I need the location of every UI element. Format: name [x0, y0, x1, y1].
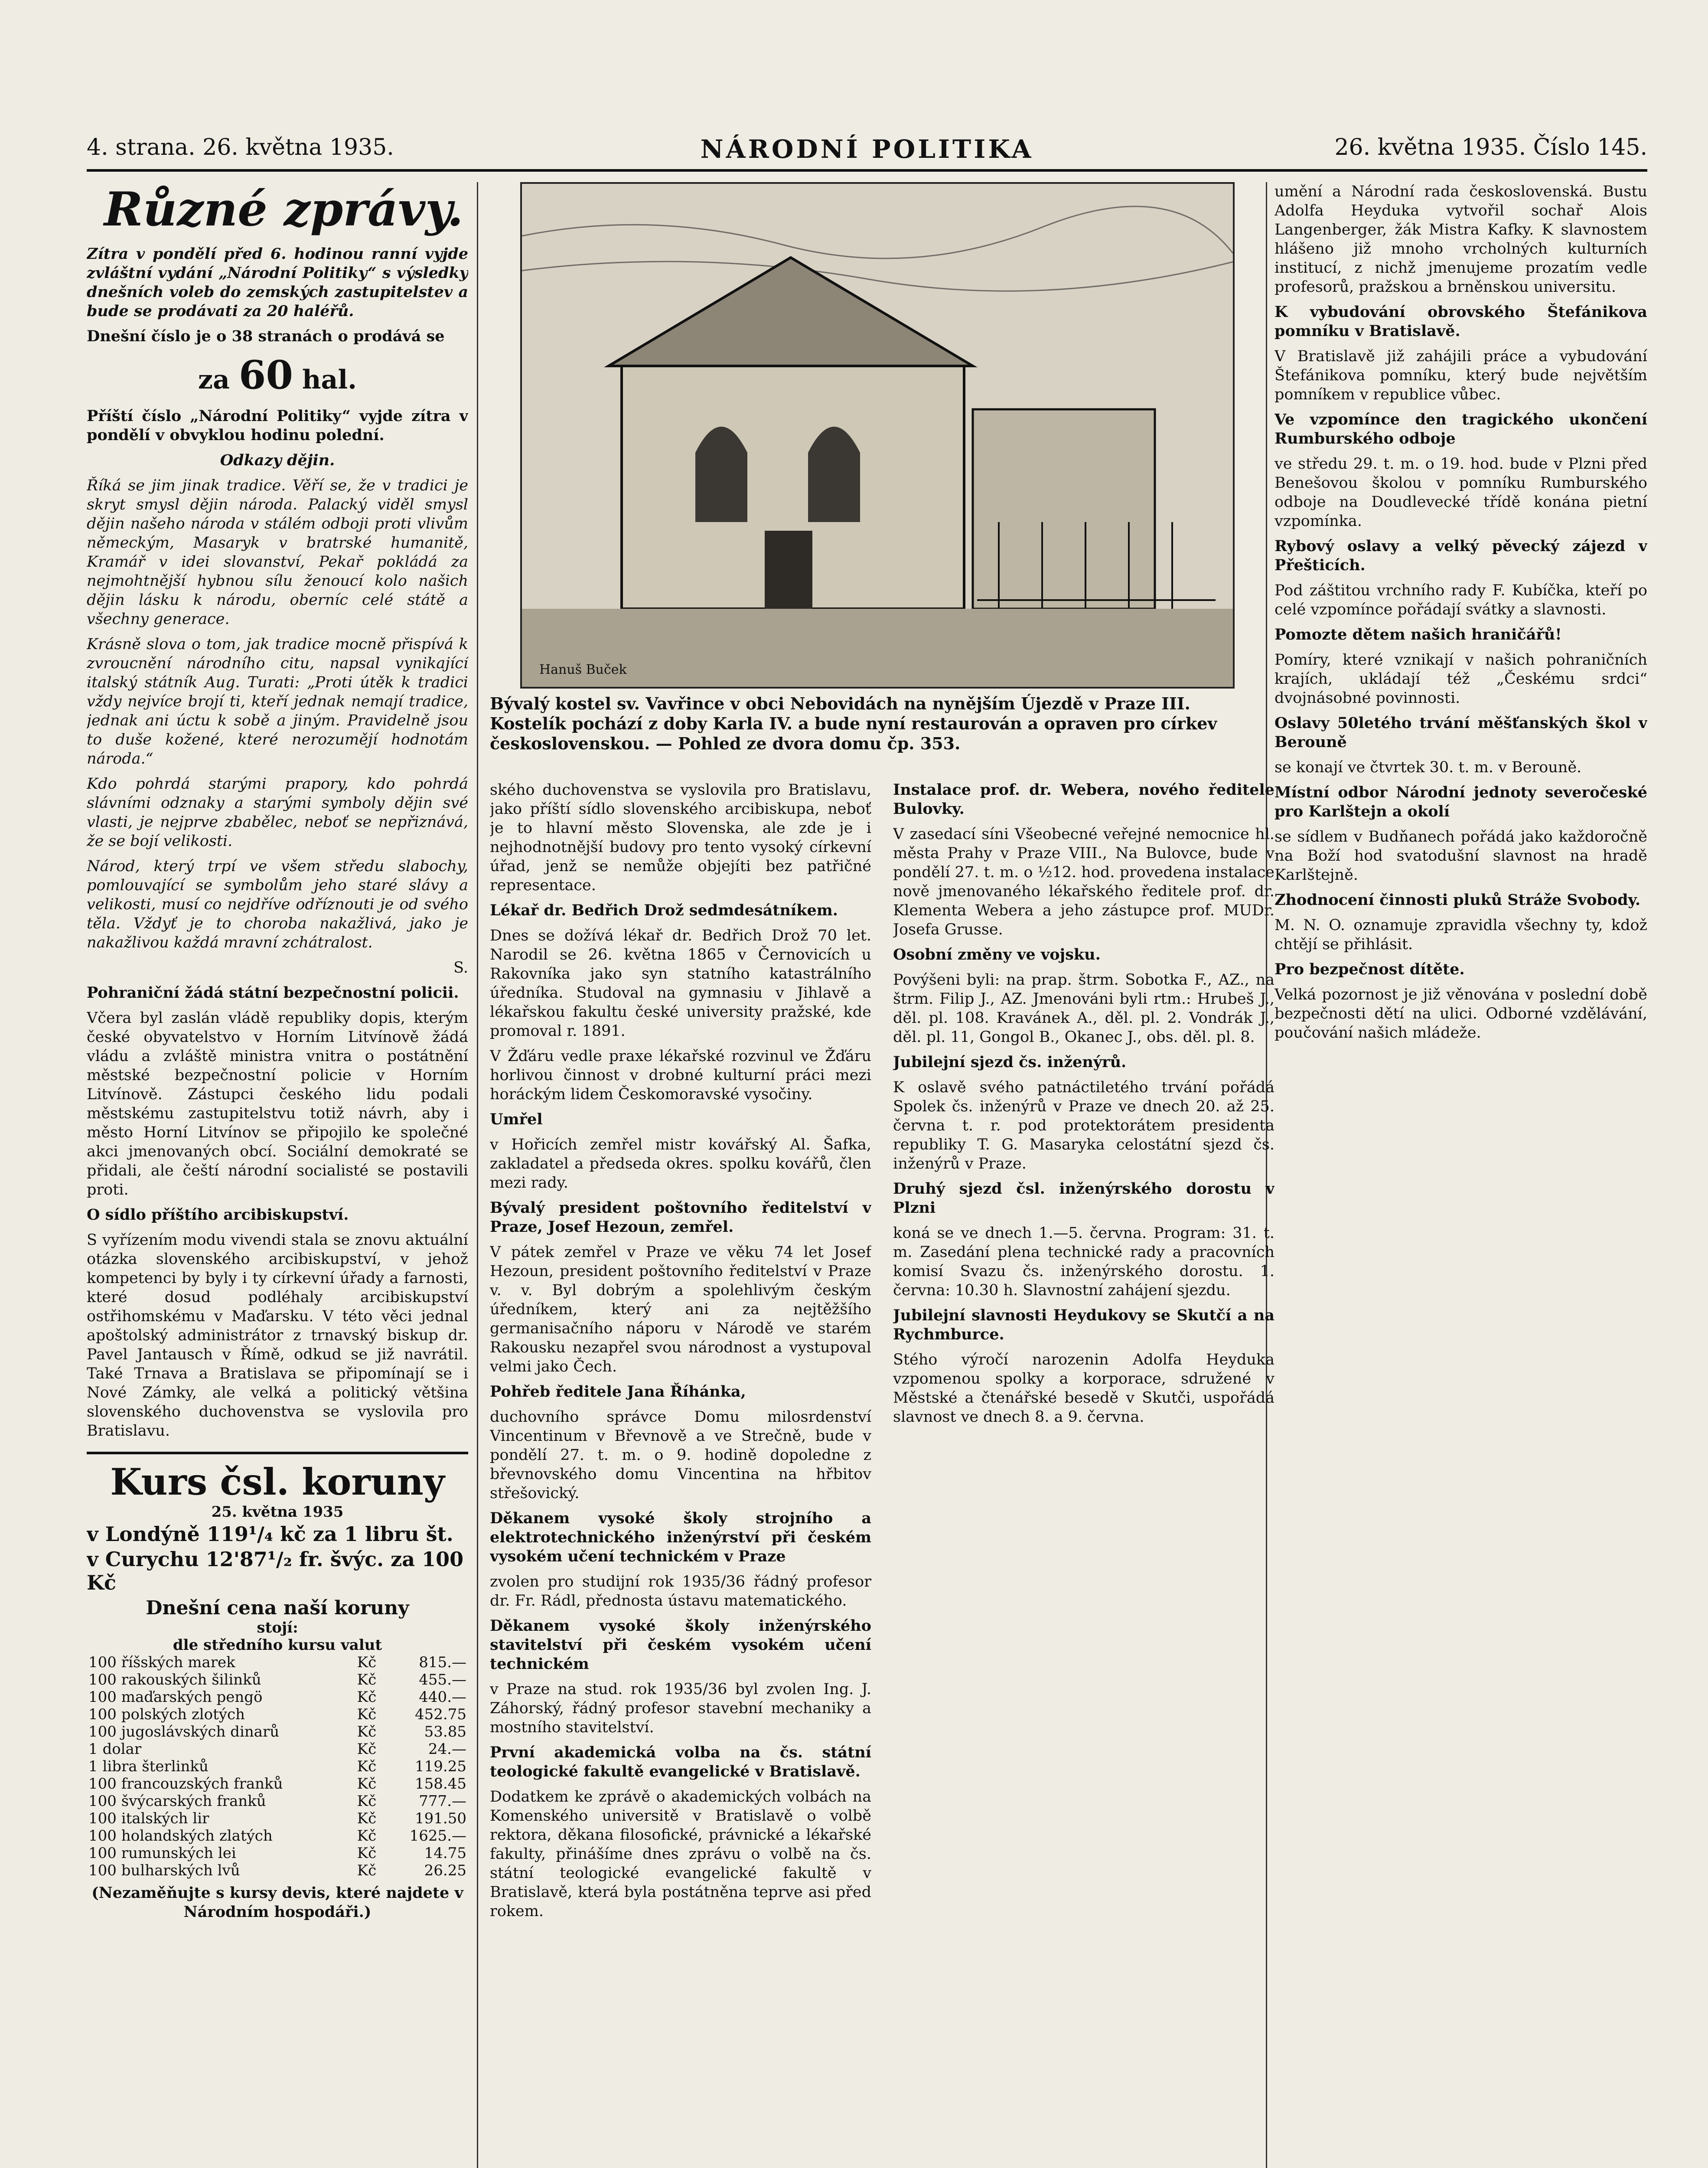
currency-row [87, 1654, 468, 1671]
article-paragraph: Velká pozornost je již věnována v poslední době bezpečnosti dětí na ulici. Odborné vzdělávání, poučování našich mládeže. [1274, 986, 1647, 1042]
currency-unit: Kč [357, 1740, 377, 1758]
article-paragraph: Krásně slova o tom, jak tradice mocně přispívá k zvroucnění národního citu, napsal vynikající italský státník Aug. Turati: „Proti útěk k tradici vždy nejvíce brojí ti, kteří jednak nemají tradice, jednak ani úctu k sobě a jiným. Pravidelně jsou to duše kožené, které nerozumějí hodnotám národa.“ [87, 636, 468, 767]
currency-name: 100 italských lir [88, 1810, 209, 1827]
currency-row [87, 1810, 468, 1827]
article-paragraph: Včera byl zaslán vládě republiky dopis, kterým české obyvatelstvo v Horním Litvínově žádá vládu a zvláště ministra vnitra o postátnění městské bezpečnostní policie v Horním Litvínově. Zástupci českého lidu podali městskému zastupitelstvu totiž návrh, aby i město Horní Litvínov se připojilo ke společné akci jmenovaných obcí. Sociální demokraté se přidali, ale čeští národní socialisté se postavili proti. [87, 1009, 468, 1198]
article-title: Zhodnocení činnosti pluků Stráže Svobody. [1274, 891, 1641, 909]
currency-unit: Kč [357, 1827, 377, 1845]
article-title: Jubilejní slavnosti Heydukovy se Skutčí a na Rychmburce. [893, 1306, 1274, 1343]
illustration-signature: Hanuš Buček [539, 662, 627, 677]
currency-value: 158.45 [415, 1775, 466, 1793]
article-title: Lékař dr. Bedřich Drož sedmdesátníkem. [490, 901, 838, 919]
currency-row [87, 1827, 468, 1845]
price-line [87, 352, 468, 398]
currency-london: v Londýně 119¹/₄ kč za 1 libru št. [87, 1522, 453, 1546]
currency-name: 100 maďarských pengö [88, 1688, 263, 1706]
currency-name: 1 dolar [88, 1740, 142, 1758]
masthead-date-left: 4. strana. 26. května 1935. [87, 134, 394, 160]
currency-kind: dle středního kursu valut [173, 1636, 382, 1654]
currency-value: 14.75 [424, 1845, 466, 1862]
article-paragraph: Pomíry, které vznikají v našich pohraničních krajích, ukládají též „Českému srdci“ dvojnásobné povinnosti. [1274, 651, 1647, 707]
article-paragraph: se sídlem v Budňanech pořádá jako každoročně na Boží hod svatodušní slavnost na hradě Karlštejně. [1274, 828, 1647, 884]
church-photo [520, 182, 1235, 689]
currency-value: 119.25 [415, 1758, 466, 1775]
currency-row [87, 1706, 468, 1723]
currency-value: 1625.— [409, 1827, 466, 1845]
currency-value: 24.— [428, 1740, 466, 1758]
currency-unit: Kč [357, 1723, 377, 1740]
currency-name: 100 švýcarských franků [88, 1793, 266, 1810]
currency-value: 53.85 [424, 1723, 466, 1740]
currency-value: 455.— [419, 1671, 466, 1688]
notice-special-edition: Zítra v pondělí před 6. hodinou ranní vyjde zvláštní vydání „Národní Politiky“ s výsledky dnešních voleb do zemských zastupitelstev a bude se prodávati za 20 haléřů. [87, 245, 468, 320]
notice-pages: Dnešní číslo je o 38 stranách o prodává se [87, 327, 445, 345]
article-paragraph: K oslavě svého patnáctiletého trvání pořádá Spolek čs. inženýrů v Praze ve dnech 20. až 25. června t. r. pod protektorátem presidenta republiky T. G. Masaryka celostátní sjezd čs. inženýrů v Praze. [893, 1079, 1274, 1172]
article-paragraph: v Hořicích zemřel mistr kovářský Al. Šafka, zakladatel a předseda okres. spolku kovářů, člen mezi rady. [490, 1136, 871, 1192]
currency-table [87, 1654, 468, 1879]
currency-row [87, 1862, 468, 1879]
currency-name: 100 bulharských lvů [88, 1862, 240, 1879]
masthead-date-right: 26. května 1935. Číslo 145. [1334, 134, 1647, 160]
article-title: Pro bezpečnost dítěte. [1274, 960, 1465, 978]
photo-caption: Bývalý kostel sv. Vavřince v obci Nebovidách na nynějším Újezdě v Praze III. Kostelík pochází z doby Karla IV. a bude nyní restaurován a opraven pro církev československou. — Pohled ze dvora domu čp. 353. [490, 694, 1217, 753]
currency-unit: Kč [357, 1775, 377, 1793]
article-title: Druhý sjezd čsl. inženýrského dorostu v Plzni [893, 1180, 1274, 1217]
article-title: První akademická volba na čs. státní teologické fakultě evangelické v Bratislavě. [490, 1744, 871, 1780]
currency-stoji: stojí: [257, 1619, 298, 1636]
article-title: Osobní změny ve vojsku. [893, 946, 1101, 963]
currency-row [87, 1688, 468, 1706]
article-paragraph: koná se ve dnech 1.—5. června. Program: 31. t. m. Zasedání plena technické rady a pracovních komisí Svazu čs. inženýrského dorostu. 1. června: 10.30 h. Slavnostní zahájení sjezdu. [893, 1224, 1274, 1299]
article-paragraph: Říká se jim jinak tradice. Věří se, že v tradici je skryt smysl dějin národa. Palacký viděl smysl dějin našeho národa v stálém odboji proti vlivům německým, Masaryk v bratrské humanitě, Kramář v idei slovanství, Pekař pokládá za nejmohtnější hybnou sílu ženoucí kolo našich dějin lásku k národu, oberníc celé státě a všechny generace. [87, 477, 468, 628]
article-title: Odkazy dějin. [220, 451, 335, 469]
currency-name: 100 francouzských franků [88, 1775, 283, 1793]
article-paragraph: M. N. O. oznamuje zpravidla všechny ty, kdož chtějí se přihlásit. [1274, 917, 1647, 953]
currency-unit: Kč [357, 1793, 377, 1810]
article-paragraph: V Bratislavě již zahájili práce a vybudování Štefánikova pomníku, který bude největším pomníkem v republice vůbec. [1274, 348, 1647, 403]
column-2 [490, 780, 871, 2168]
column-3 [893, 780, 1274, 2168]
currency-value: 26.25 [424, 1862, 466, 1879]
article-paragraph: se konají ve čtvrtek 30. t. m. v Berouně. [1274, 759, 1582, 776]
currency-title: Kurs čsl. koruny [110, 1460, 445, 1503]
article-title: Instalace prof. dr. Webera, nového ředitele Bulovky. [893, 781, 1274, 818]
article-title: Umřel [490, 1110, 543, 1128]
column-1 [87, 182, 468, 2168]
article-paragraph: ského duchovenstva se vyslovila pro Bratislavu, jako příští sídlo slovenského arcibiskupa, neboť je to hlavní město Slovenska, ale zde je i nejhodnotnější budovy pro tento vysoký církevní úřad, jenž se nemůže objejíti bez patřičné representace. [490, 781, 871, 894]
currency-name: 100 rumunských lei [88, 1845, 236, 1862]
price-unit: hal. [302, 365, 357, 395]
currency-name: 100 jugoslávských dinarů [88, 1723, 280, 1740]
price-prefix: za [198, 365, 230, 395]
article-paragraph: Dodatkem ke zprávě o akademických volbách na Komenského universitě v Bratislavě o volbě rektora, děkana filosofické, právnické a lékařské fakulty, přinášíme dnes zprávu o volbě na čs. státní teologické evangelické fakultě v Bratislavě, která byla postátněna teprve asi před rokem. [490, 1788, 871, 1920]
masthead [87, 130, 1647, 172]
currency-value: 440.— [419, 1688, 466, 1706]
article-title: Ve vzpomínce den tragického ukončení Rumburského odboje [1274, 411, 1647, 447]
currency-unit: Kč [357, 1758, 377, 1775]
currency-unit: Kč [357, 1810, 377, 1827]
currency-date: 25. května 1935 [211, 1503, 344, 1521]
column-4 [1274, 182, 1647, 2168]
currency-subtitle: Dnešní cena naší koruny [146, 1597, 409, 1619]
currency-name: 1 libra šterlinků [88, 1758, 209, 1775]
article-title: Bývalý president poštovního ředitelství v Praze, Josef Hezoun, zemřel. [490, 1199, 871, 1236]
newspaper-title: NÁRODNÍ POLITIKA [700, 134, 1034, 164]
article-paragraph: V pátek zemřel v Praze ve věku 74 let Josef Hezoun, president poštovního ředitelství v Praze v. v. Byl dobrým a spolehlivým českým úředníkem, který ani za nejtěžšího germanisačního náporu v Národě ve starém Rakousku nezapřel svou národnost a vystupoval velmi jako Čech. [490, 1244, 871, 1375]
article-paragraph: Kdo pohrdá starými prapory, kdo pohrdá slávními odznaky a starými symboly dějin své vlasti, je nejprve zbabělec, neboť se nepřiznává, že se bojí velikosti. [87, 775, 468, 850]
currency-value: 452.75 [415, 1706, 466, 1723]
currency-name: 100 říšských marek [88, 1654, 235, 1671]
currency-unit: Kč [357, 1688, 377, 1706]
article-title: Děkanem vysoké školy inženýrského stavitelství při českém vysokém učení technickém [490, 1617, 871, 1673]
article-signature: S. [453, 959, 468, 976]
currency-name: 100 polských zlotých [88, 1706, 245, 1723]
article-paragraph: v Praze na stud. rok 1935/36 byl zvolen Ing. J. Záhorský, řádný profesor stavební mechaniky a mostního stavitelství. [490, 1681, 871, 1736]
column-rule [477, 182, 478, 2168]
article-paragraph: Pod záštitou vrchního rady F. Kubíčka, kteří po celé vzpomínce pořádají svátky a slavnosti. [1274, 582, 1647, 618]
church-illustration [522, 184, 1233, 687]
article-title: O sídlo příštího arcibiskupství. [87, 1206, 349, 1224]
article-title: Oslavy 50letého trvání měšťanských škol v Berouně [1274, 714, 1647, 751]
article-paragraph: Povýšeni byli: na prap. štrm. Sobotka F., AZ., na štrm. Filip J., AZ. Jmenováni byli rtm.: Hrubeš J., děl. pl. 108. Kravánek A., děl. pl. 2. Vondrák J., děl. pl. 11, Gongol B., Okanec J., obs. děl. pl. 8. [893, 971, 1274, 1046]
article-paragraph: V Žďáru vedle praxe lékařské rozvinul ve Žďáru horlivou činnost v drobné kulturní práci mezi horáckým lidem Českomoravské vysočiny. [490, 1048, 871, 1103]
currency-zurich: v Curychu 12'87¹/₂ fr. švýc. za 100 Kč [87, 1548, 464, 1594]
article-title: Pomozte dětem našich hraničářů! [1274, 626, 1562, 643]
currency-row [87, 1723, 468, 1740]
currency-note: (Nezaměňujte s kursy devis, které najdete v Národním hospodáři.) [91, 1884, 463, 1921]
article-title: Místní odbor Národní jednoty severočeské pro Karlštejn a okolí [1274, 784, 1647, 820]
currency-unit: Kč [357, 1654, 377, 1671]
currency-unit: Kč [357, 1845, 377, 1862]
article-title: Pohraniční žádá státní bezpečnostní policii. [87, 984, 459, 1002]
currency-name: 100 rakouských šilinků [88, 1671, 261, 1688]
article-title: Děkanem vysoké školy strojního a elektrotechnického inženýrství při českém vysokém učení technickém v Praze [490, 1509, 871, 1565]
currency-unit: Kč [357, 1862, 377, 1879]
article-paragraph: V zasedací síni Všeobecné veřejné nemocnice hl. města Prahy v Praze VIII., Na Bulovce, bude v pondělí 27. t. m. o ½12. hod. provedena instalace nově jmenovaného lékařského ředitele prof. dr. Klementa Webera a jeho zástupce prof. MUDr. Josefa Grusse. [893, 826, 1274, 938]
article-title: K vybudování obrovského Štefánikova pomníku v Bratislavě. [1274, 303, 1647, 340]
price-value: 60 [238, 352, 293, 398]
section-heading: Různé zprávy. [104, 182, 463, 237]
currency-value: 815.— [419, 1654, 466, 1671]
article-paragraph: Národ, který trpí ve všem středu slabochy, pomlouvající se symbolům jeho staré slávy a velikosti, musí co nejdříve odříznouti je od svého těla. Vždyť je to choroba nakažlivá, jako je nakažlivou každá mravní zchátralost. [87, 858, 468, 951]
article-paragraph: Stého výročí narozenin Adolfa Heyduka vzpomenou spolky a korporace, sdružené v Městské a čtenářské besedě v Skutči, uspořádá slavnost ve dnech 8. a 9. června. [893, 1351, 1274, 1426]
currency-row [87, 1740, 468, 1758]
currency-name: 100 holandských zlatých [88, 1827, 273, 1845]
article-paragraph: umění a Národní rada československá. Bustu Adolfa Heyduka vytvořil sochař Alois Langenberger, žák Mistra Kafky. K slavnostem hlášeno již mnoho vrcholných kulturních institucí, z nichž jmenujeme prozatím vedle profesorů, pražskou a brněnskou universitu. [1274, 183, 1647, 296]
article-title: Rybový oslavy a velký pěvecký zájezd v Přešticích. [1274, 537, 1647, 574]
article-title: Pohřeb ředitele Jana Říhánka, [490, 1383, 746, 1401]
article-paragraph: S vyřízením modu vivendi stala se znovu aktuální otázka slovenského arcibiskupství, v jehož kompetenci by byly i ty církevní úřady a farnosti, které dosud podléhaly arcibiskupství ostřihomskému v Maďarsku. V této věci jednal apoštolský administrátor z trnavský biskup dr. Pavel Jantausch v Římě, odkud se již navrátil. Také Trnava a Bratislava se připomínají se i Nové Zámky, ale velká a politický většina slovenského duchovenstva se vyslovila pro Bratislavu. [87, 1231, 468, 1440]
article-paragraph: duchovního správce Domu milosrdenství Vincentinum v Břevnově a ve Strečně, bude v pondělí 27. t. m. o 9. hodině dopoledne z břevnovského domu Vincentina na hřbitov střešovický. [490, 1408, 871, 1502]
currency-row [87, 1793, 468, 1810]
currency-row [87, 1845, 468, 1862]
currency-row [87, 1758, 468, 1775]
currency-value: 777.— [419, 1793, 466, 1810]
currency-unit: Kč [357, 1671, 377, 1688]
article-title: Jubilejní sjezd čs. inženýrů. [893, 1053, 1127, 1071]
article-paragraph: Dnes se dožívá lékař dr. Bedřich Drož 70 let. Narodil se 26. května 1865 v Černovicích u Rakovníka jako syn statního katastrálního úředníka. Studoval na gymnasiu v Jihlavě a lékařskou fakultu české university pražské, kde promoval r. 1891. [490, 927, 871, 1040]
article-paragraph: ve středu 29. t. m. o 19. hod. bude v Plzni před Benešovou školou v pomníku Rumburského odboje na Doudlevecké třídě konána pietní vzpomínka. [1274, 455, 1647, 530]
currency-unit: Kč [357, 1706, 377, 1723]
currency-box [87, 1452, 468, 1922]
notice-next-issue: Příští číslo „Národní Politiky“ vyjde zítra v pondělí v obvyklou hodinu polední. [87, 407, 468, 444]
currency-row [87, 1671, 468, 1688]
currency-value: 191.50 [415, 1810, 466, 1827]
currency-row [87, 1775, 468, 1793]
article-paragraph: zvolen pro studijní rok 1935/36 řádný profesor dr. Fr. Rádl, přednosta ústavu matematického. [490, 1573, 871, 1610]
